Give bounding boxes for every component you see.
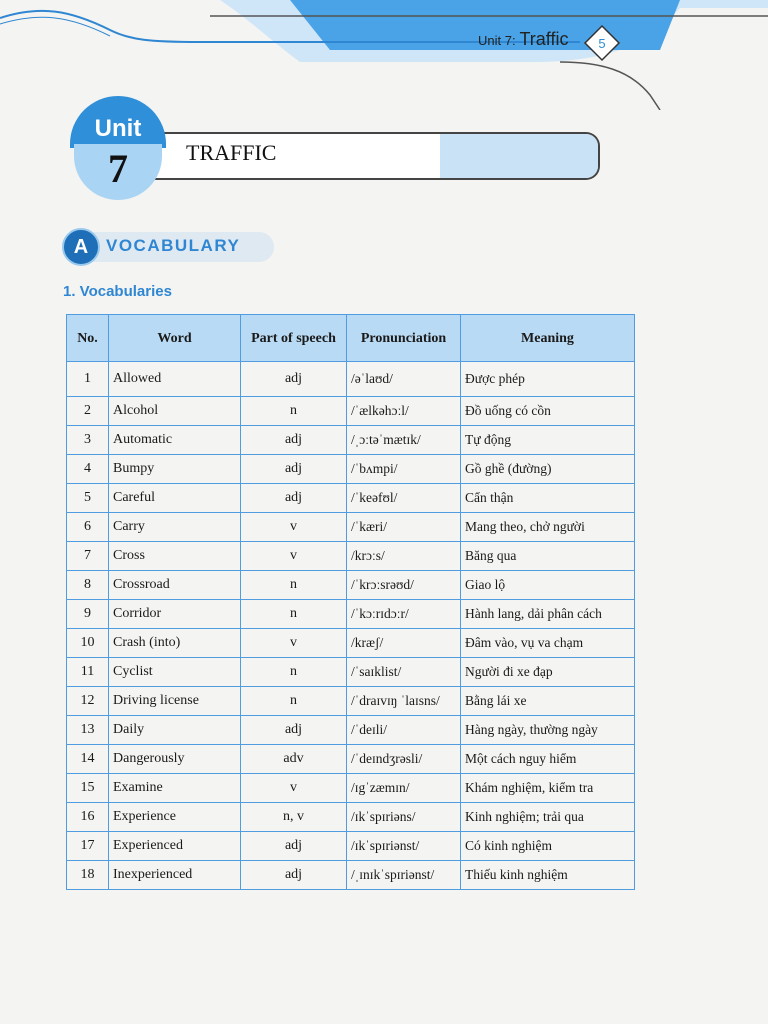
cell-no: 8 bbox=[67, 571, 109, 600]
cell-part-of-speech: adj bbox=[241, 716, 347, 745]
cell-pronunciation: /ˈsaɪklist/ bbox=[347, 658, 461, 687]
cell-meaning: Gồ ghề (đường) bbox=[461, 455, 635, 484]
cell-meaning: Đâm vào, vụ va chạm bbox=[461, 629, 635, 658]
cell-no: 15 bbox=[67, 774, 109, 803]
cell-word: Crossroad bbox=[109, 571, 241, 600]
cell-no: 17 bbox=[67, 832, 109, 861]
cell-meaning: Cẩn thận bbox=[461, 484, 635, 513]
cell-word: Carry bbox=[109, 513, 241, 542]
table-row bbox=[67, 687, 635, 716]
cell-pronunciation: /ˈkeəfʊl/ bbox=[347, 484, 461, 513]
cell-pronunciation: /ɪkˈspɪriəns/ bbox=[347, 803, 461, 832]
table-row bbox=[67, 803, 635, 832]
table-body bbox=[67, 362, 635, 890]
cell-word: Crash (into) bbox=[109, 629, 241, 658]
cell-meaning: Kinh nghiệm; trải qua bbox=[461, 803, 635, 832]
cell-pronunciation: /ˈkrɔːsrəʊd/ bbox=[347, 571, 461, 600]
cell-part-of-speech: adj bbox=[241, 426, 347, 455]
cell-part-of-speech: n bbox=[241, 571, 347, 600]
table-row bbox=[67, 426, 635, 455]
header-part-of-speech: Part of speech bbox=[241, 315, 347, 362]
cell-pronunciation: /ɪkˈspɪriənst/ bbox=[347, 832, 461, 861]
cell-pronunciation: /ɪgˈzæmɪn/ bbox=[347, 774, 461, 803]
cell-meaning: Thiếu kinh nghiệm bbox=[461, 861, 635, 890]
cell-part-of-speech: n bbox=[241, 397, 347, 426]
cell-no: 7 bbox=[67, 542, 109, 571]
header-meaning: Meaning bbox=[461, 315, 635, 362]
unit-badge-number: 7 bbox=[74, 144, 162, 200]
cell-pronunciation: /ˈdraɪvɪŋ ˈlaɪsns/ bbox=[347, 687, 461, 716]
cell-meaning: Đồ uống có cồn bbox=[461, 397, 635, 426]
cell-pronunciation: /ˌɔːtəˈmætɪk/ bbox=[347, 426, 461, 455]
cell-part-of-speech: n, v bbox=[241, 803, 347, 832]
cell-no: 9 bbox=[67, 600, 109, 629]
cell-no: 12 bbox=[67, 687, 109, 716]
cell-part-of-speech: adj bbox=[241, 484, 347, 513]
cell-no: 3 bbox=[67, 426, 109, 455]
cell-no: 5 bbox=[67, 484, 109, 513]
cell-meaning: Giao lộ bbox=[461, 571, 635, 600]
header-no: No. bbox=[67, 315, 109, 362]
cell-word: Daily bbox=[109, 716, 241, 745]
table-row bbox=[67, 484, 635, 513]
cell-word: Cross bbox=[109, 542, 241, 571]
cell-meaning: Khám nghiệm, kiểm tra bbox=[461, 774, 635, 803]
section-heading bbox=[62, 228, 276, 266]
cell-no: 2 bbox=[67, 397, 109, 426]
cell-meaning: Một cách nguy hiểm bbox=[461, 745, 635, 774]
cell-word: Automatic bbox=[109, 426, 241, 455]
cell-no: 18 bbox=[67, 861, 109, 890]
header-pronunciation: Pronunciation bbox=[347, 315, 461, 362]
unit-badge-word: Unit bbox=[70, 96, 166, 148]
cell-word: Examine bbox=[109, 774, 241, 803]
cell-pronunciation: /ˈkɔːrɪdɔːr/ bbox=[347, 600, 461, 629]
page-number: 5 bbox=[598, 35, 606, 51]
cell-pronunciation: /ˈkæri/ bbox=[347, 513, 461, 542]
cell-word: Dangerously bbox=[109, 745, 241, 774]
cell-meaning: Người đi xe đạp bbox=[461, 658, 635, 687]
cell-pronunciation: /kræʃ/ bbox=[347, 629, 461, 658]
cell-part-of-speech: adj bbox=[241, 832, 347, 861]
cell-part-of-speech: v bbox=[241, 542, 347, 571]
table-row bbox=[67, 362, 635, 397]
cell-word: Corridor bbox=[109, 600, 241, 629]
cell-word: Allowed bbox=[109, 362, 241, 397]
cell-pronunciation: /ˈdeɪndʒrəsli/ bbox=[347, 745, 461, 774]
cell-word: Inexperienced bbox=[109, 861, 241, 890]
cell-part-of-speech: v bbox=[241, 774, 347, 803]
cell-no: 11 bbox=[67, 658, 109, 687]
cell-no: 14 bbox=[67, 745, 109, 774]
cell-word: Bumpy bbox=[109, 455, 241, 484]
cell-part-of-speech: adv bbox=[241, 745, 347, 774]
cell-meaning: Được phép bbox=[461, 362, 635, 397]
cell-word: Alcohol bbox=[109, 397, 241, 426]
cell-word: Driving license bbox=[109, 687, 241, 716]
cell-meaning: Hàng ngày, thường ngày bbox=[461, 716, 635, 745]
header-word: Word bbox=[109, 315, 241, 362]
cell-no: 16 bbox=[67, 803, 109, 832]
table-row bbox=[67, 861, 635, 890]
cell-no: 13 bbox=[67, 716, 109, 745]
header-unit-name: Traffic bbox=[519, 29, 569, 49]
table-row bbox=[67, 629, 635, 658]
cell-part-of-speech: adj bbox=[241, 455, 347, 484]
table-row bbox=[67, 397, 635, 426]
cell-meaning: Có kinh nghiệm bbox=[461, 832, 635, 861]
cell-meaning: Bằng lái xe bbox=[461, 687, 635, 716]
table-row bbox=[67, 600, 635, 629]
cell-part-of-speech: n bbox=[241, 687, 347, 716]
table-row bbox=[67, 774, 635, 803]
section-letter: A bbox=[62, 228, 100, 266]
cell-part-of-speech: n bbox=[241, 658, 347, 687]
cell-pronunciation: /krɔːs/ bbox=[347, 542, 461, 571]
table-row bbox=[67, 832, 635, 861]
vocabulary-table bbox=[66, 314, 635, 890]
header-unit-prefix: Unit 7: bbox=[478, 33, 516, 48]
cell-word: Careful bbox=[109, 484, 241, 513]
table-row bbox=[67, 455, 635, 484]
table-header-row bbox=[67, 315, 635, 362]
table-row bbox=[67, 658, 635, 687]
cell-pronunciation: /ˈdeɪli/ bbox=[347, 716, 461, 745]
cell-no: 10 bbox=[67, 629, 109, 658]
cell-meaning: Mang theo, chở người bbox=[461, 513, 635, 542]
unit-title: TRAFFIC bbox=[186, 140, 277, 165]
cell-part-of-speech: n bbox=[241, 600, 347, 629]
cell-meaning: Băng qua bbox=[461, 542, 635, 571]
cell-part-of-speech: adj bbox=[241, 861, 347, 890]
subsection-title: 1. Vocabularies bbox=[63, 283, 172, 300]
table-row bbox=[67, 542, 635, 571]
cell-part-of-speech: v bbox=[241, 629, 347, 658]
cell-no: 1 bbox=[67, 362, 109, 397]
unit-badge bbox=[70, 96, 166, 202]
cell-no: 6 bbox=[67, 513, 109, 542]
cell-meaning: Tự động bbox=[461, 426, 635, 455]
table-row bbox=[67, 745, 635, 774]
cell-word: Cyclist bbox=[109, 658, 241, 687]
cell-pronunciation: /ˌɪnɪkˈspɪriənst/ bbox=[347, 861, 461, 890]
cell-part-of-speech: v bbox=[241, 513, 347, 542]
cell-word: Experienced bbox=[109, 832, 241, 861]
table-row bbox=[67, 571, 635, 600]
header-unit-label bbox=[478, 29, 568, 50]
table-row bbox=[67, 716, 635, 745]
cell-pronunciation: /ˈbʌmpi/ bbox=[347, 455, 461, 484]
cell-pronunciation: /əˈlaʊd/ bbox=[347, 362, 461, 397]
cell-word: Experience bbox=[109, 803, 241, 832]
cell-pronunciation: /ˈælkəhɔːl/ bbox=[347, 397, 461, 426]
header-band bbox=[0, 0, 768, 110]
cell-no: 4 bbox=[67, 455, 109, 484]
cell-meaning: Hành lang, dải phân cách bbox=[461, 600, 635, 629]
table-row bbox=[67, 513, 635, 542]
cell-part-of-speech: adj bbox=[241, 362, 347, 397]
section-label: VOCABULARY bbox=[106, 236, 241, 255]
page-number-badge bbox=[583, 24, 621, 62]
